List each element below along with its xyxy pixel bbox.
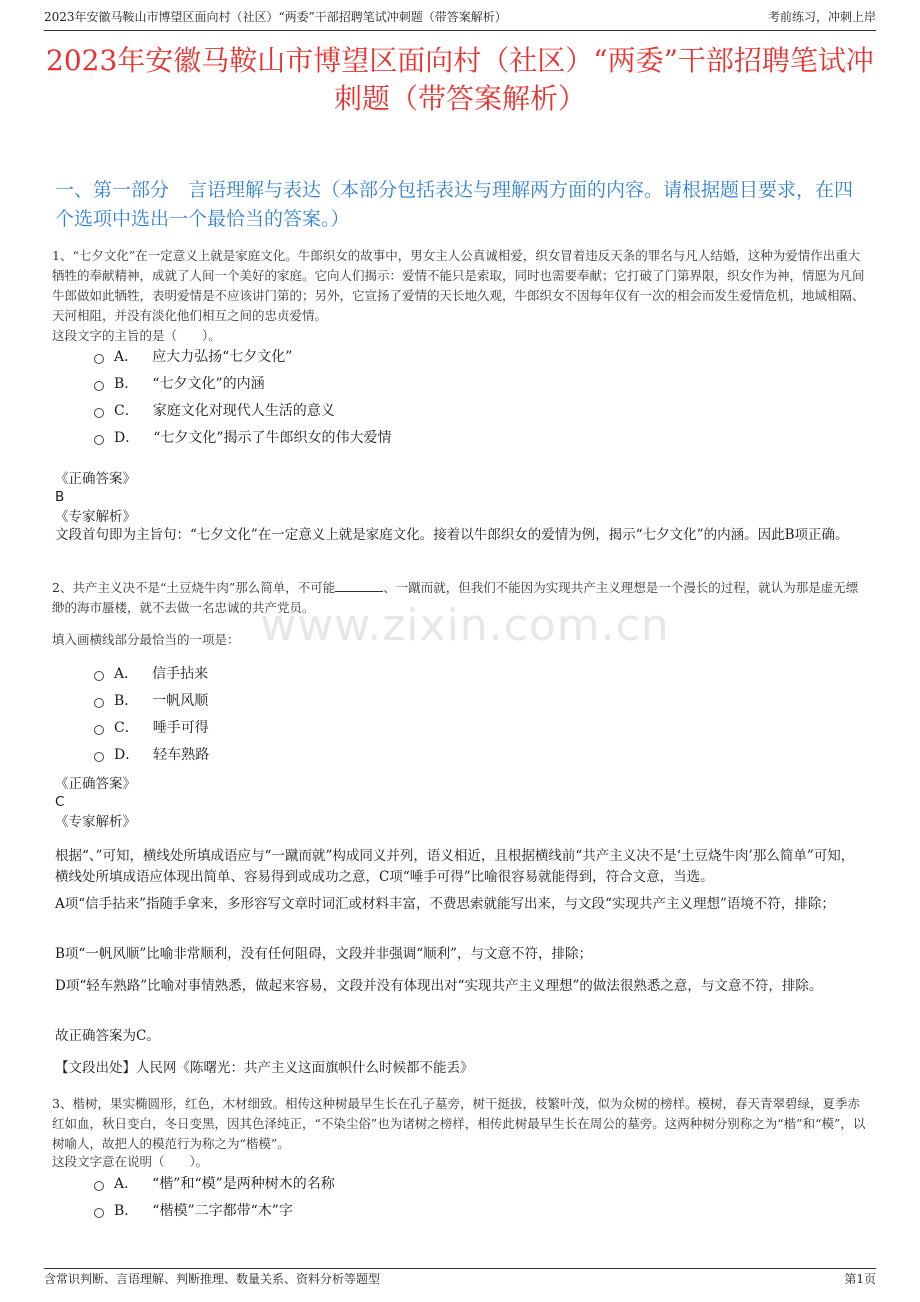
page-footer	[44, 1268, 876, 1291]
q1-option-a[interactable]	[94, 347, 292, 367]
page-title: 2023年安徽马鞍山市博望区面向村（社区）“两委”干部招聘笔试冲刺题（带答案解析）	[46, 44, 874, 115]
q3-option-a[interactable]	[94, 1174, 335, 1194]
option-text: 唾手可得	[152, 720, 209, 736]
q1-ask: 这段文字的主旨的是（ ）。	[52, 328, 221, 343]
option-letter: A．	[114, 349, 139, 365]
radio-icon[interactable]	[94, 671, 104, 681]
q3-ask: 这段文字意在说明（ ）。	[52, 1154, 209, 1169]
option-text: 轻车熟路	[153, 747, 210, 763]
option-letter: A．	[114, 1176, 139, 1192]
option-letter: A．	[114, 666, 139, 682]
option-letter: B．	[114, 693, 139, 709]
q2-option-c[interactable]	[94, 718, 209, 738]
watermark: www.zixin.com.cn	[260, 600, 670, 651]
option-letter: B．	[114, 376, 139, 392]
q2-analysis-paragraph: D项“轻车熟路”比喻对事情熟悉，做起来容易，文段并没有体现出对“实现共产主义理想”的做法很熟悉之意，与文意不符，排除。	[55, 978, 823, 994]
option-letter: D．	[114, 430, 140, 446]
radio-icon[interactable]	[94, 408, 104, 418]
header-doc-title: 2023年安徽马鞍山市博望区面向村（社区）“两委”干部招聘笔试冲刺题（带答案解析）	[44, 10, 507, 24]
q2-stem-before: 2、共产主义决不是“土豆烧牛肉”那么简单，不可能	[52, 580, 336, 595]
page-number: 第1页	[844, 1272, 876, 1286]
q1-option-b[interactable]	[94, 374, 265, 394]
header-slogan: 考前练习，冲刺上岸	[767, 10, 876, 24]
q1-option-c[interactable]	[94, 401, 335, 421]
option-text: 应大力弘扬“七夕文化”	[152, 349, 293, 365]
q2-answer: C	[55, 794, 65, 810]
radio-icon[interactable]	[94, 1208, 104, 1218]
page-header	[44, 8, 876, 31]
radio-icon[interactable]	[94, 354, 104, 364]
option-letter: D．	[114, 747, 140, 763]
radio-icon[interactable]	[94, 725, 104, 735]
q2-stem	[52, 578, 868, 618]
q2-option-d[interactable]	[94, 745, 209, 765]
option-text: 一帆风顺	[152, 693, 209, 709]
q1-option-d[interactable]	[94, 428, 392, 448]
option-text: 家庭文化对现代人生活的意义	[152, 403, 335, 419]
q2-option-a[interactable]	[94, 664, 208, 684]
option-letter: B．	[114, 1203, 139, 1219]
q3-option-b[interactable]	[94, 1201, 293, 1221]
q2-option-b[interactable]	[94, 691, 208, 711]
q2-analysis-paragraph: A项“信手拈来”指随手拿来，多形容写文章时词汇或材料丰富，不费思索就能写出来，与文段“实现共产主义理想”语境不符，排除；	[55, 896, 835, 912]
radio-icon[interactable]	[94, 698, 104, 708]
radio-icon[interactable]	[94, 752, 104, 762]
q1-answer-label: 《正确答案》	[55, 471, 136, 487]
q2-ask: 填入画横线部分最恰当的一项是：	[52, 632, 240, 647]
option-text: “七夕文化”揭示了牛郎织女的伟大爱情	[153, 430, 392, 446]
q2-analysis-label: 《专家解析》	[55, 814, 136, 830]
option-text: “楷模”二字都带“木”字	[152, 1203, 293, 1219]
option-text: 信手拈来	[152, 666, 209, 682]
q2-analysis-paragraph: B项“一帆风顺”比喻非常顺利，没有任何阻碍，文段并非强调“顺利”，与文意不符，排除；	[55, 946, 593, 962]
q3-stem: 3、楷树，果实椭圆形，红色，木材细致。相传这种树最早生长在孔子墓旁，树干挺拔，枝繁叶茂，似为众树的榜样。模树，春天青翠碧绿，夏季赤红如血，秋日变白，冬日变黑，因其色泽纯正，“不染尘俗”也为诸树之榜样，相传此树最早生长在周公的墓旁。这两种树分别称之为“楷”和“模”，以树喻人，故把人的模范行为称之为“楷模”。	[52, 1096, 866, 1151]
radio-icon[interactable]	[94, 381, 104, 391]
radio-icon[interactable]	[94, 1181, 104, 1191]
q2-analysis-paragraph: 根据“、”可知，横线处所填成语应与“一蹴而就”构成同义并列，语义相近，且根据横线前“共产主义决不是‘土豆烧牛肉’那么简单”可知，横线处所填成语应体现出简单、容易得到或成功之意，C项“唾手可得”比喻很容易就能得到，符合文意，当选。	[55, 848, 855, 885]
q1-analysis: 文段首句即为主旨句：“七夕文化”在一定意义上就是家庭文化。接着以牛郎织女的爱情为例，揭示“七夕文化”的内涵。因此B项正确。	[55, 527, 849, 543]
footer-question-types: 含常识判断、言语理解、判断推理、数量关系、资料分析等题型	[44, 1272, 381, 1286]
q2-stem-after: 、一蹴而就，但我们不能因为实现共产主义理想是一个漫长的过程，就认为那是虚无缥缈的海市蜃楼，就不去做一名忠诚的共产党员。	[52, 580, 859, 615]
option-text: “楷”和“模”是两种树木的名称	[152, 1176, 335, 1192]
option-text: “七夕文化”的内涵	[152, 376, 265, 392]
radio-icon[interactable]	[94, 435, 104, 445]
section-heading: 一、第一部分 言语理解与表达（本部分包括表达与理解两方面的内容。请根据题目要求，在四个选项中选出一个最恰当的答案。）	[55, 179, 854, 230]
q2-source: 【文段出处】人民网《陈曙光：共产主义这面旗帜什么时候都不能丢》	[55, 1060, 474, 1076]
q1-analysis-label: 《专家解析》	[55, 509, 136, 525]
option-letter: C．	[114, 403, 139, 419]
q1-answer: B	[55, 489, 65, 505]
q2-analysis-paragraph: 故正确答案为C。	[55, 1028, 160, 1044]
option-letter: C．	[114, 720, 139, 736]
q2-answer-label: 《正确答案》	[55, 776, 136, 792]
fill-blank	[335, 579, 383, 592]
q1-stem: 1、“七夕文化”在一定意义上就是家庭文化。牛郎织女的故事中，男女主人公真诚相爱，织女冒着违反天条的罪名与凡人结婚，这种为爱情作出重大牺牲的奉献精神，成就了人间一个美好的家庭。它向人们揭示：爱情不能只是索取，同时也需要奉献；它打破了门第界限，织女作为神，情愿为凡间牛郎做如此牺牲，表明爱情是不应该讲门第的；另外，它宣扬了爱情的天长地久观，牛郎织女不因每年仅有一次的相会而发生爱情危机，地域相隔、天河相阻，并没有淡化他们相互之间的忠贞爱情。	[52, 248, 865, 323]
